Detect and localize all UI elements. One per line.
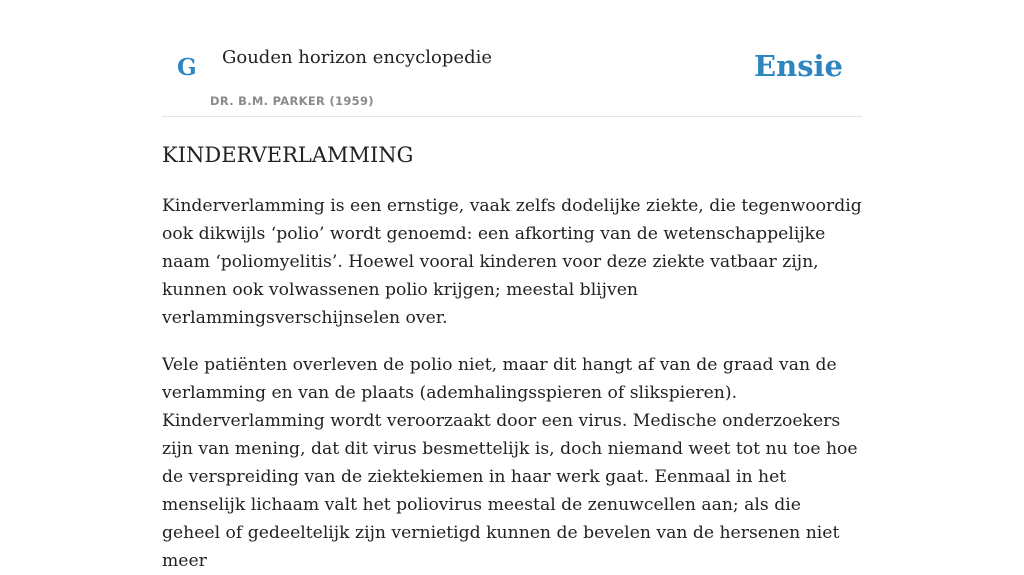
book-logo-icon[interactable]: G xyxy=(177,54,197,81)
entry xyxy=(162,140,862,575)
entry-paragraph: Kinderverlamming is een ernstige, vaak zelfs dodelijke ziekte, die tegenwoordig ook dikwijls ‘polio’ wordt genoemd: een afkorting van de wetenschappelijke naam ‘poliomyelitis’. Hoewel vooral kinderen voor deze ziekte vatbaar zijn, kunnen ook volwassenen polio krijgen; meestal blijven verlammingsverschijnselen over. xyxy=(162,196,862,328)
entry-body xyxy=(162,192,862,575)
book-title-link[interactable]: Gouden horizon encyclopedie xyxy=(222,47,492,68)
author-label: DR. B.M. PARKER (1959) xyxy=(210,94,374,108)
entry-paragraph: Vele patiënten overleven de polio niet, maar dit hangt af van de graad van de verlamming en van de plaats (ademhalingsspieren of slikspieren). Kinderverlamming wordt veroorzaakt door een virus. Medische onderzoekers zijn van mening, dat dit virus besmettelijk is, doch niemand weet tot nu toe hoe de verspreiding van de ziektekiemen in haar werk gaat. Eenmaal in het menselijk lichaam valt het poliovirus meestal de zenuwcellen aan; als die geheel of gedeeltelijk zijn vernietigd kunnen de bevelen van de hersenen niet meer xyxy=(162,355,858,571)
entry-title: KINDERVERLAMMING xyxy=(162,143,414,167)
header xyxy=(162,0,862,117)
ensie-logo-link[interactable]: Ensie xyxy=(754,49,843,83)
